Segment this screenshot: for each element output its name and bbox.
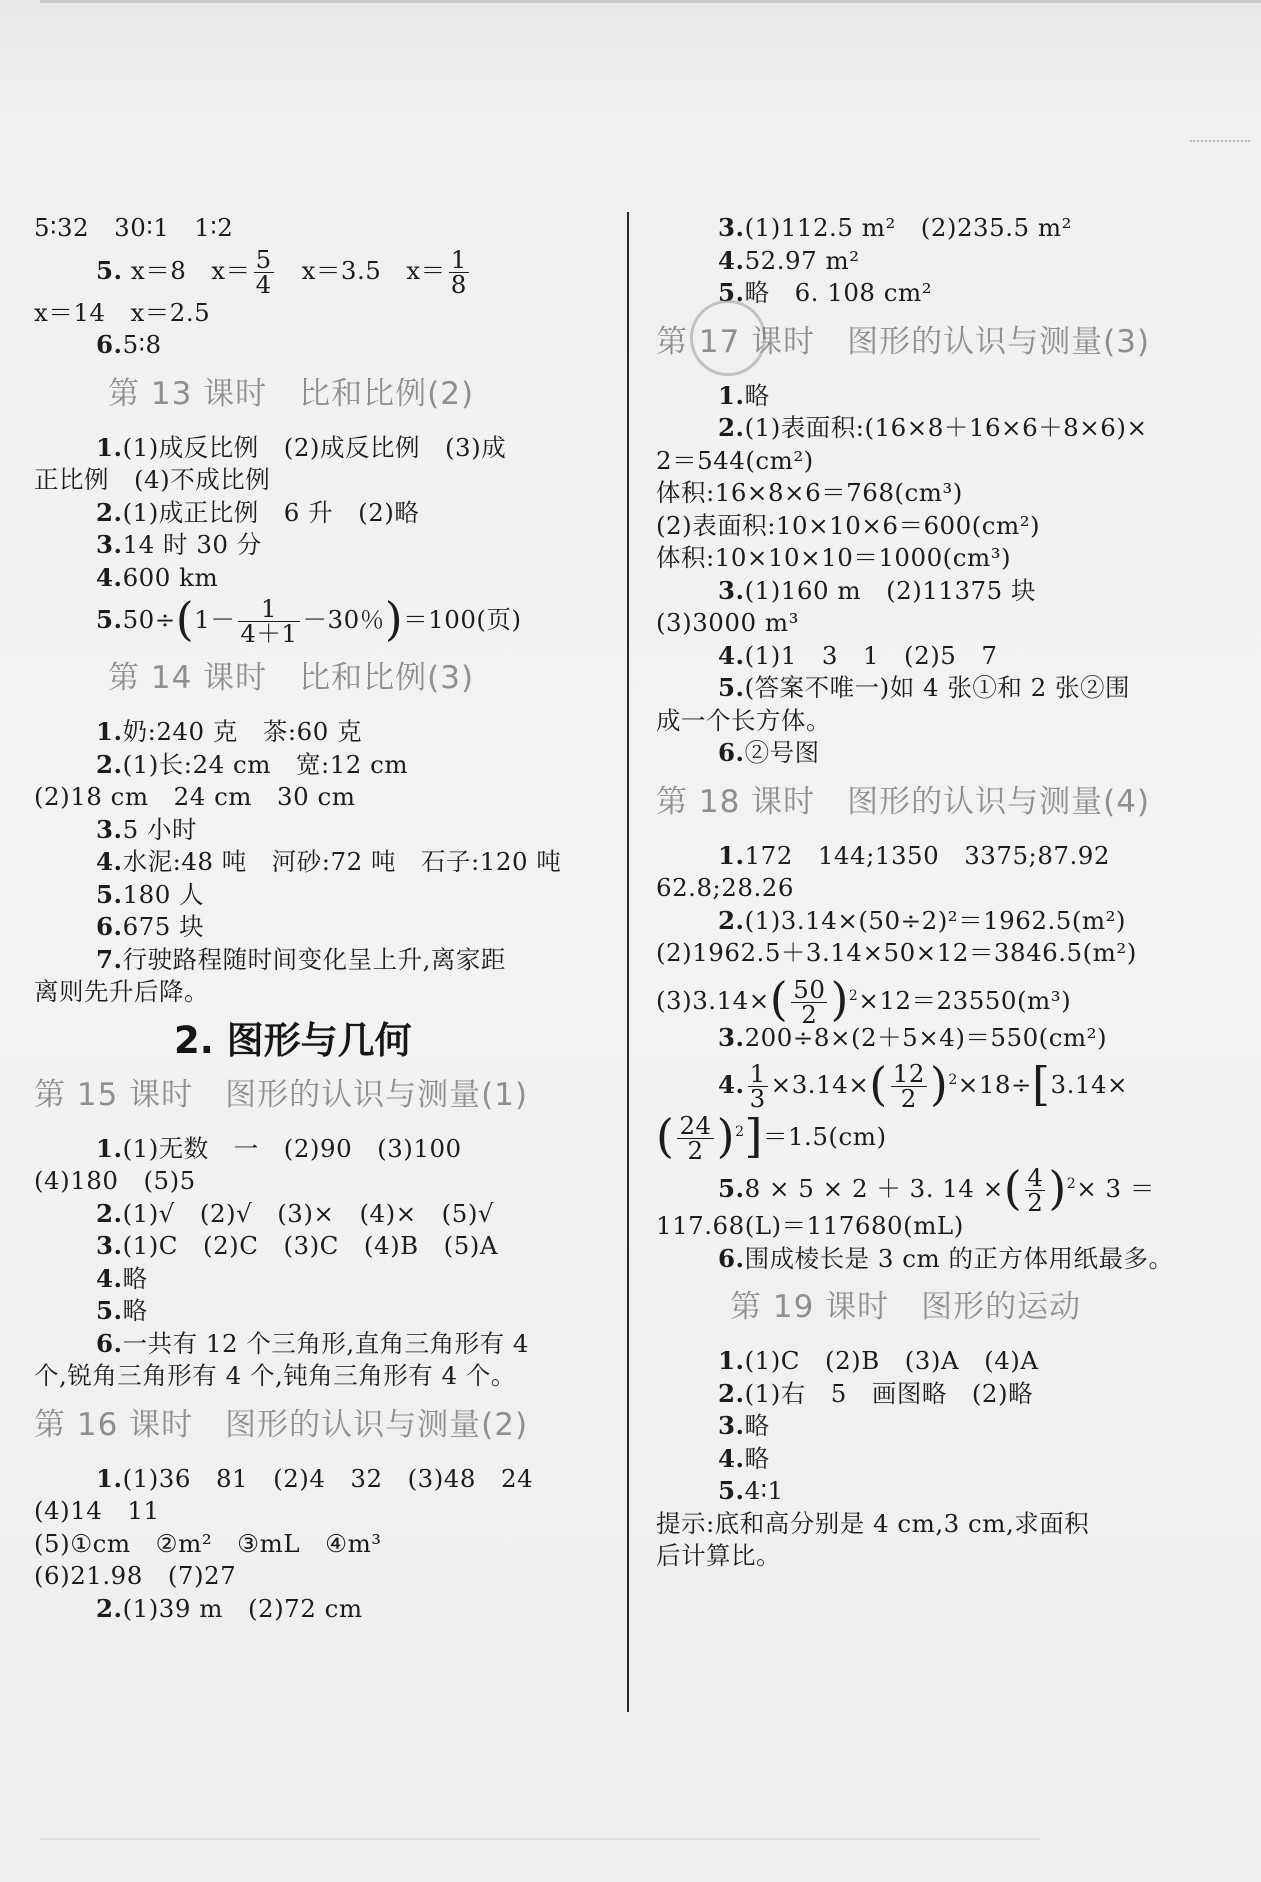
answer-line (34, 1165, 606, 1198)
answer-text: (答案不唯一)如 4 张①和 2 张②围 (744, 673, 1131, 702)
answer-text: (1)成反比例 (2)成反比例 (3)成 (122, 432, 507, 462)
item-number: 4. (96, 1263, 123, 1293)
item-number: 2. (96, 497, 123, 527)
answer-line (34, 497, 606, 530)
chapter-title: 2. 图形与几何 (174, 1018, 412, 1062)
item-number: 5. (96, 879, 123, 909)
item-number: 5. (718, 673, 745, 702)
item-number: 6. (718, 738, 745, 767)
lesson-16-continued (656, 212, 1224, 310)
fraction: $\frac{12}{2}$ (892, 1059, 925, 1114)
answer-line (656, 607, 1224, 640)
answer-line (656, 380, 1224, 413)
answer-line (34, 1593, 606, 1626)
answer-line (656, 737, 1224, 770)
answer-line (656, 840, 1224, 873)
answer-line (656, 245, 1224, 278)
answer-text: 略 (122, 1263, 148, 1293)
bottom-border (40, 1838, 1040, 1840)
lesson-14-answers (34, 716, 606, 1009)
answer-text: (1)右 5 画图略 (2)略 (744, 1378, 1034, 1408)
answer-text: 14 时 30 分 (122, 530, 262, 559)
answer-line (34, 1495, 606, 1528)
answer-line (656, 705, 1224, 738)
answer-line (34, 562, 606, 595)
answer-text: (4)180 (5)5 (34, 1166, 196, 1195)
answer-line: 6.围成棱长是 3 cm 的正方体用纸最多。 (718, 1243, 1174, 1273)
stamp-mark (690, 300, 766, 376)
answer-text: (1)1 3 1 (2)5 7 (744, 640, 998, 670)
answer-text: (2)18 cm 24 cm 30 cm (34, 782, 356, 811)
answer-text: 略 6. 108 cm² (744, 278, 933, 307)
answer-line (656, 542, 1224, 575)
answer-text: 略 (744, 1411, 770, 1440)
answer-text: (2)表面积:10×10×6＝600(cm²) (656, 510, 1041, 540)
answer-line (34, 1133, 606, 1166)
answer-line (34, 1295, 606, 1328)
answer-line (34, 944, 606, 977)
item-number: 7. (96, 944, 123, 974)
answer-line (34, 846, 606, 879)
answer-text: 奶:240 克 茶:60 克 (122, 717, 363, 746)
answer-line (34, 1198, 606, 1231)
answer-text: (1)39 m (2)72 cm (122, 1593, 363, 1623)
item-number: 4. (96, 847, 123, 876)
answer-text: 正比例 (4)不成比例 (34, 465, 271, 494)
item-number: 5. (718, 1476, 745, 1505)
answer-text: 离则先升后降。 (34, 977, 209, 1006)
answer-line (656, 872, 1224, 905)
answer-line: 6.5∶8 (96, 330, 162, 359)
answer-text: (1)长:24 cm 宽:12 cm (122, 749, 409, 779)
lesson-15-answers (34, 1133, 606, 1393)
fraction: $\frac{1}{8}$ (450, 244, 467, 299)
item-number: 5. (718, 278, 745, 307)
answer-text: 略 (122, 1296, 148, 1325)
answer-text: (1)C (2)C (3)C (4)B (5)A (122, 1231, 499, 1260)
item-number: 4. (718, 640, 745, 670)
answer-text: 一共有 12 个三角形,直角三角形有 4 (122, 1328, 529, 1358)
lesson-heading-17: 第 17 课时 图形的认识与测量(3) (656, 323, 1151, 360)
answer-line (34, 716, 606, 749)
answer-line (34, 529, 606, 562)
answer-line (34, 1360, 606, 1393)
answer-line (656, 1378, 1224, 1411)
answer-text: 水泥:48 吨 河砂:72 吨 石子:120 吨 (122, 847, 562, 876)
answer-text: (1)160 m (2)11375 块 (744, 575, 1036, 605)
answer-line (34, 781, 606, 814)
answer-line (656, 1443, 1224, 1476)
answer-line: 117.68(L)＝117680(mL) (656, 1211, 964, 1240)
answer-line (34, 976, 606, 1009)
item-number: 3. (96, 814, 123, 844)
right-column (656, 212, 1224, 1573)
answer-text: (1)表面积:(16×8＋16×6＋8×6)× (744, 413, 1148, 442)
fraction: $\frac{5}{4}$ (255, 244, 272, 299)
answer-text: 172 144;1350 3375;87.92 (744, 840, 1110, 870)
answer-line (34, 911, 606, 944)
answer-text: (2)1962.5＋3.14×50×12＝3846.5(m²) (656, 938, 1137, 967)
answer-text: 600 km (122, 562, 219, 592)
answer-line: 3.200÷8×(2＋5×4)＝550(cm²) (718, 1022, 1108, 1052)
answer-text: 2＝544(cm²) (656, 445, 814, 475)
lesson-heading-16: 第 16 课时 图形的认识与测量(2) (34, 1406, 529, 1443)
answer-text: (1)C (2)B (3)A (4)A (744, 1346, 1039, 1375)
answer-line (34, 749, 606, 782)
answer-line: x＝14 x＝2.5 (34, 297, 211, 327)
answer-text: (1)无数 一 (2)90 (3)100 (122, 1133, 462, 1163)
answer-line (34, 432, 606, 465)
item-number: 3. (718, 1411, 745, 1440)
answer-line (656, 1540, 1224, 1573)
answer-line (656, 672, 1224, 705)
answer-line-fraction: 5.8 × 5 × 2 ＋ 3. 14 ×( $\frac{4}{2}$ )$^2$× 3 ＝ (718, 1160, 1155, 1218)
lesson-16-answers (34, 1463, 606, 1626)
answer-text: 提示:底和高分别是 4 cm,3 cm,求面积 (656, 1508, 1090, 1538)
answer-text: 略 (744, 380, 770, 410)
answer-text: 体积:16×8×6＝768(cm³) (656, 478, 963, 507)
item-number: 4. (718, 1443, 745, 1473)
item-number: 4. (718, 245, 745, 275)
answer-line-fraction: (3)3.14×( $\frac{50}{2}$ )$^2$×12＝23550(m³) (656, 972, 1072, 1029)
answer-line-fraction: ( $\frac{24}{2}$ )$^2$]＝1.5(cm) (656, 1108, 887, 1166)
answer-text: 675 块 (122, 912, 205, 941)
lesson-heading-14: 第 14 课时 比和比例(3) (108, 660, 475, 696)
item-number: 1. (718, 380, 745, 410)
lesson-heading-13: 第 13 课时 比和比例(2) (108, 375, 475, 412)
answer-text: (1)112.5 m² (2)235.5 m² (744, 213, 1072, 242)
item-number: 3. (718, 575, 745, 605)
answer-text: 5 小时 (122, 814, 197, 844)
answer-text: 体积:10×10×10＝1000(cm³) (656, 543, 1012, 572)
item-number: 2. (96, 1593, 123, 1623)
lesson-18-answers (656, 840, 1224, 970)
answer-text: (1)3.14×(50÷2)²＝1962.5(m²) (744, 905, 1126, 935)
item-number: 6. (96, 912, 123, 941)
dotted-mark (1190, 140, 1250, 142)
lesson-heading-15: 第 15 课时 图形的认识与测量(1) (34, 1076, 529, 1113)
answer-line (656, 640, 1224, 673)
answer-line (656, 1475, 1224, 1508)
answer-text: (1)成正比例 6 升 (2)略 (122, 497, 420, 527)
fraction: $\frac{24}{2}$ (679, 1111, 712, 1166)
answer-text: (5)①cm ②m² ③mL ④m³ (34, 1528, 382, 1558)
answer-line-fraction: 4. $\frac{1}{3}$ ×3.14×( $\frac{12}{2}$ )$^2$×18÷[3.14× (718, 1056, 1129, 1114)
item-number: 3. (96, 1231, 123, 1260)
answer-text: 成一个长方体。 (656, 705, 831, 735)
item-number: 6. (96, 1328, 123, 1358)
answer-line (656, 575, 1224, 608)
answer-line (34, 1263, 606, 1296)
answer-text: (1)√ (2)√ (3)× (4)× (5)√ (122, 1198, 494, 1228)
lesson-heading-18: 第 18 课时 图形的认识与测量(4) (656, 783, 1151, 820)
answer-line (34, 1463, 606, 1496)
item-number: 2. (96, 1198, 123, 1228)
lesson-13-answers (34, 432, 606, 595)
answer-text: (3)3000 m³ (656, 608, 799, 637)
answer-line: 5∶32 30∶1 1∶2 (34, 213, 234, 242)
item-number: 1. (96, 1133, 123, 1163)
fraction: $\frac{1}{3}$ (749, 1059, 766, 1114)
answer-line (656, 412, 1224, 445)
left-column (34, 212, 606, 1625)
answer-line (656, 445, 1224, 478)
answer-line (34, 879, 606, 912)
item-number: 3. (718, 213, 745, 242)
top-border (40, 0, 1261, 3)
answer-line (34, 1528, 606, 1561)
answer-text: (6)21.98 (7)27 (34, 1561, 237, 1590)
answer-line (656, 905, 1224, 938)
answer-line-fractions: 5. x＝8 x＝ $\frac{5}{4}$ x＝3.5 x＝ $\frac{1}{8}$ (96, 244, 467, 299)
answer-text: 4∶1 (744, 1476, 784, 1505)
answer-text: 个,锐角三角形有 4 个,钝角三角形有 4 个。 (34, 1361, 516, 1390)
item-number: 1. (718, 1346, 745, 1375)
answer-line-fraction: 5.50÷(1－ $\frac{1}{4+1}$ －30％)＝100(页) (96, 591, 522, 648)
lesson-19-answers (656, 1345, 1224, 1573)
item-number: 1. (718, 840, 745, 870)
answer-line (34, 814, 606, 847)
answer-text: 略 (744, 1443, 770, 1473)
item-number: 2. (718, 905, 745, 935)
fraction: $\frac{50}{2}$ (793, 974, 826, 1029)
answer-line (656, 510, 1224, 543)
column-divider (627, 212, 629, 1712)
answer-text: ②号图 (744, 738, 820, 767)
item-number: 2. (96, 749, 123, 779)
item-number: 1. (96, 1463, 123, 1493)
lesson-heading-19: 第 19 课时 图形的运动 (730, 1289, 1082, 1325)
answer-text: 62.8;28.26 (656, 873, 794, 902)
item-number: 2. (718, 1378, 745, 1408)
item-number: 5. (96, 1296, 123, 1325)
answer-line (656, 937, 1224, 970)
lesson-17-answers (656, 380, 1224, 770)
item-number: 1. (96, 717, 123, 746)
item-number: 4. (96, 562, 123, 592)
answer-text: 后计算比。 (656, 1541, 781, 1570)
answer-line (34, 1560, 606, 1593)
fraction: $\frac{4}{2}$ (1027, 1163, 1044, 1218)
answer-line (34, 464, 606, 497)
answer-line (34, 1328, 606, 1361)
answer-line (656, 477, 1224, 510)
answer-text: (1)36 81 (2)4 32 (3)48 24 (122, 1463, 534, 1493)
answer-line (656, 1345, 1224, 1378)
answer-line (656, 212, 1224, 245)
answer-text: (4)14 11 (34, 1496, 160, 1525)
answer-text: 180 人 (122, 879, 205, 909)
item-number: 1. (96, 432, 123, 462)
fraction: $\frac{1}{4+1}$ (240, 594, 298, 648)
answer-line (656, 1410, 1224, 1443)
answer-text: 行驶路程随时间变化呈上升,离家距 (122, 944, 506, 974)
item-number: 3. (96, 530, 123, 559)
answer-line (656, 1508, 1224, 1541)
answer-text: 52.97 m² (744, 245, 860, 275)
answer-line (34, 1230, 606, 1263)
item-number: 2. (718, 413, 745, 442)
